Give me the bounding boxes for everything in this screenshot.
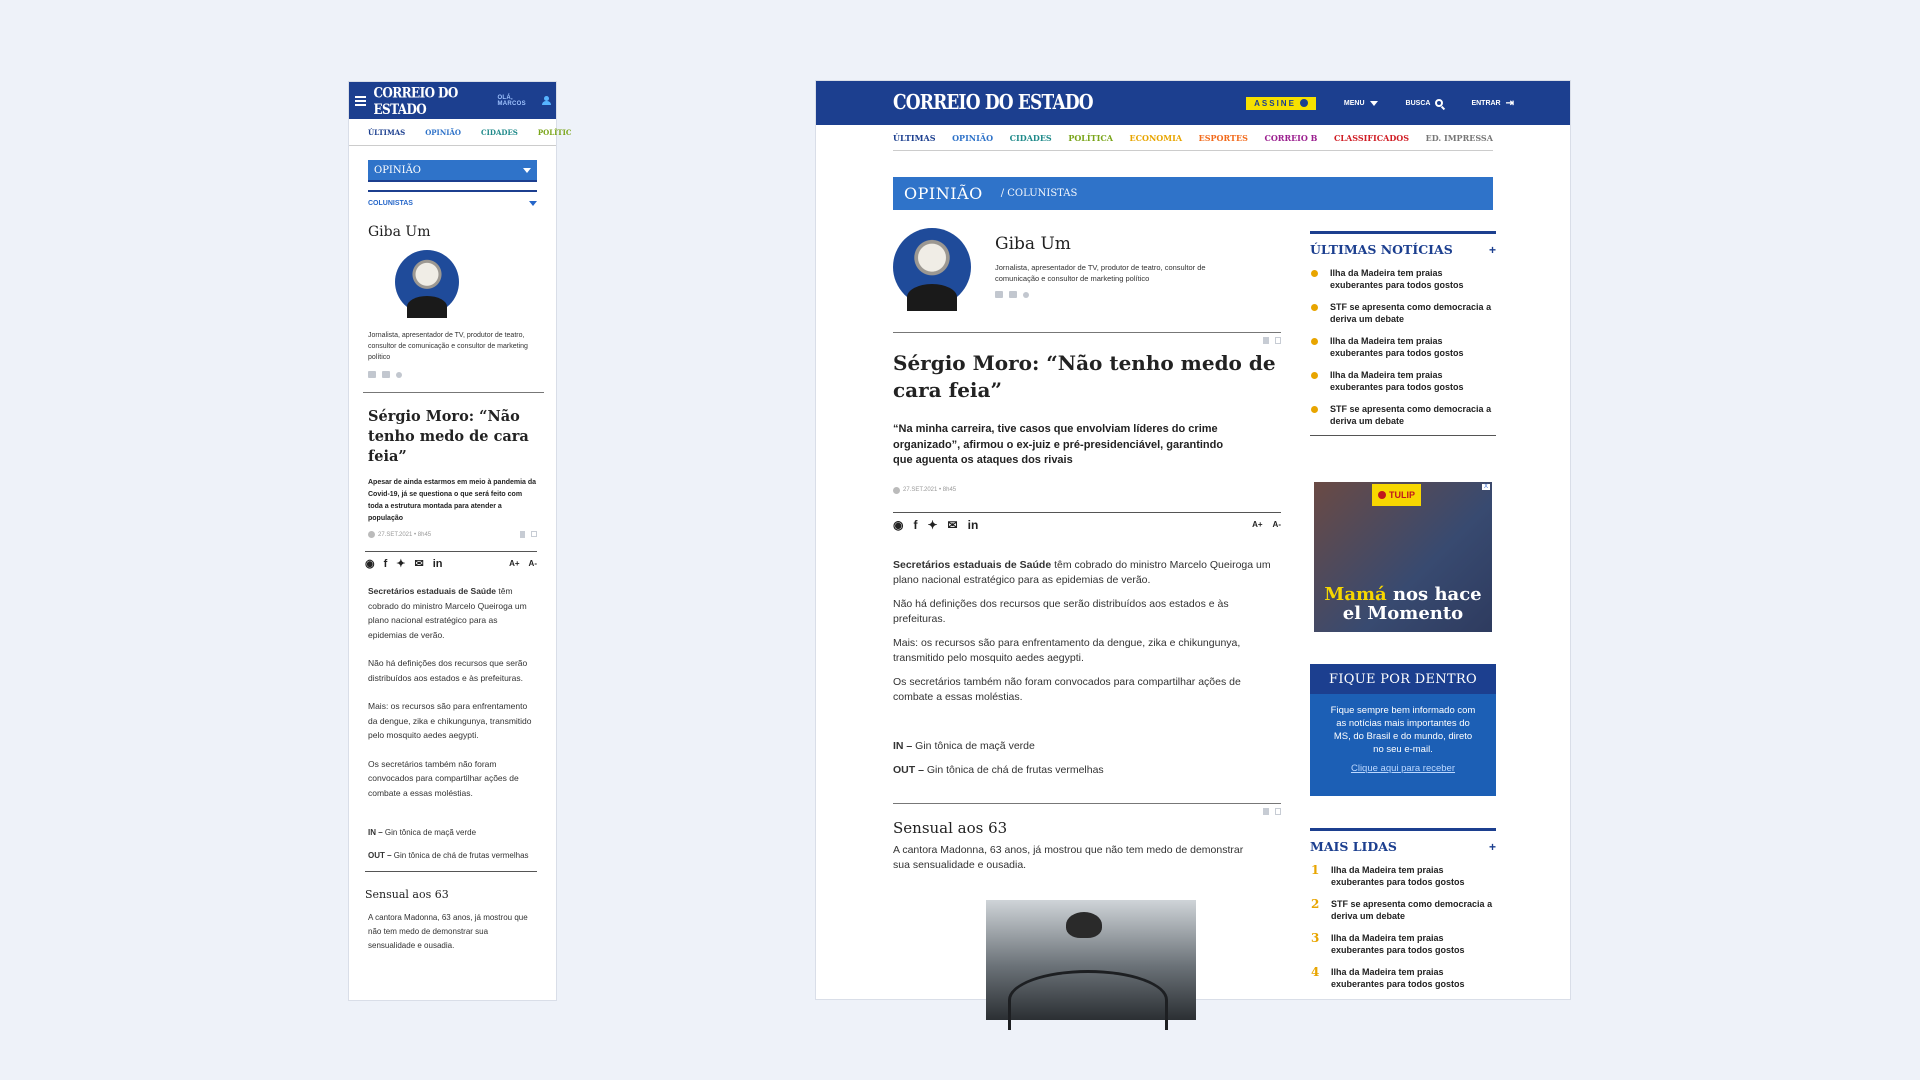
bullet-icon <box>1311 338 1318 345</box>
paragraph-bold: Secretários estaduais de Saúde <box>368 586 497 596</box>
newsletter-title: FIQUE POR DENTRO <box>1310 664 1496 694</box>
nav-item[interactable]: CORREIO B <box>1264 132 1318 143</box>
subsection-select[interactable] <box>368 190 537 208</box>
bookmark-icon[interactable] <box>520 531 525 538</box>
font-size-controls <box>509 559 537 568</box>
email-icon[interactable] <box>368 371 376 378</box>
subsection-title: Sensual aos 63 <box>365 871 537 901</box>
article-date: 27.SET.2021 • 8h45 <box>903 487 957 493</box>
ad-headline-highlight: Mamá <box>1324 584 1387 605</box>
section-title[interactable]: OPINIÃO <box>904 184 983 203</box>
whatsapp-icon[interactable]: ◉ <box>365 558 375 570</box>
nav-item[interactable]: OPINIÃO <box>425 128 462 137</box>
rank-number: 3 <box>1311 931 1320 945</box>
news-link[interactable]: Ilha da Madeira tem praias exuberantes para todos gostos <box>1331 967 1465 989</box>
news-link[interactable]: Ilha da Madeira tem praias exuberantes para todos gostos <box>1330 268 1464 290</box>
login-button[interactable] <box>1471 98 1514 109</box>
article-lede: Apesar de ainda estarmos em meio à pandemia da Covid-19, já se questiona o que será feito com toda a estrutura montada para atender a população <box>368 479 537 522</box>
most-read-title[interactable]: MAIS LIDAS <box>1310 839 1397 854</box>
news-link[interactable]: STF se apresenta como democracia a deriva um debate <box>1330 404 1492 426</box>
bullet-icon <box>1311 406 1318 413</box>
twitter-icon[interactable]: ✦ <box>927 517 938 532</box>
user-greeting[interactable]: OLÁ, MARCOS <box>497 94 526 107</box>
latest-news-title[interactable]: ÚLTIMAS NOTÍCIAS <box>1310 242 1453 257</box>
tulip-logo-icon <box>1378 491 1386 499</box>
out-text: Gin tônica de chá de frutas vermelhas <box>391 850 529 860</box>
mobile-header <box>349 82 556 119</box>
author-contact-icons <box>995 291 1225 298</box>
subsection-select-value: COLUNISTAS <box>368 200 413 207</box>
share-icon[interactable] <box>531 531 537 537</box>
login-label: ENTRAR <box>1471 99 1501 107</box>
nav-item[interactable]: CIDADES <box>1009 132 1052 143</box>
subsection-actions <box>893 808 1281 815</box>
paragraph: Não há definições dos recursos que serão distribuídos aos estados e às prefeituras. <box>893 597 1229 625</box>
sidebar <box>1310 231 1496 998</box>
article-body <box>893 558 1281 706</box>
paragraph <box>368 584 537 642</box>
article-column <box>893 228 1281 1020</box>
font-increase-button[interactable]: A+ <box>509 559 520 568</box>
login-icon: ⇥ <box>1505 97 1514 109</box>
in-label: IN – <box>893 739 913 752</box>
article-date: 27.SET.2021 • 8h45 <box>378 531 432 538</box>
author-card <box>893 228 1281 333</box>
nav-item[interactable]: OPINIÃO <box>952 132 994 143</box>
clock-icon <box>368 531 375 538</box>
list-item[interactable] <box>1310 932 1496 956</box>
user-icon[interactable] <box>542 96 550 105</box>
chevron-down-icon <box>523 168 531 173</box>
bookmark-icon[interactable] <box>1263 808 1269 815</box>
most-read-list <box>1310 864 1496 998</box>
menu-label: MENU <box>1343 99 1365 107</box>
article-actions <box>520 531 537 538</box>
mobile-section-nav <box>349 119 572 146</box>
expand-most-read-button[interactable]: + <box>1488 839 1496 854</box>
newsletter-box <box>1310 664 1496 796</box>
in-text: Gin tônica de maçã verde <box>382 828 477 837</box>
list-item[interactable] <box>1310 403 1496 427</box>
nav-item[interactable]: CIDADES <box>481 128 518 137</box>
advertisement[interactable] <box>1314 482 1492 632</box>
rank-number: 2 <box>1311 897 1320 911</box>
author-avatar <box>893 228 971 306</box>
news-link[interactable]: STF se apresenta como democracia a deriva um debate <box>1331 899 1493 921</box>
assine-button[interactable] <box>1246 97 1316 110</box>
subsection-title: Sensual aos 63 <box>893 818 1008 837</box>
menu-button[interactable] <box>1344 100 1378 107</box>
subsection <box>893 803 1281 874</box>
instagram-icon[interactable] <box>1023 292 1029 298</box>
paragraph: Mais: os recursos são para enfrentamento da dengue, zika e chikungunya, transmitido pelo mosquito aedes aegypti. <box>893 636 1241 664</box>
news-link[interactable]: Ilha da Madeira tem praias exuberantes para todos gostos <box>1330 336 1464 358</box>
article-title: Sérgio Moro: “Não tenho medo de cara feia” <box>368 408 529 465</box>
nav-item[interactable]: POLÍTIC <box>537 128 572 137</box>
author-name: Giba Um <box>368 224 431 240</box>
facebook-icon[interactable]: f <box>383 557 388 570</box>
bookmark-icon[interactable] <box>1263 337 1269 344</box>
out-item <box>893 762 1281 779</box>
paragraph: Mais: os recursos são para enfrentamento da dengue, zika e chikungunya, transmitido pelo mosquito aedes aegypti. <box>368 701 532 740</box>
desktop-preview <box>815 80 1571 1000</box>
list-item[interactable] <box>1310 267 1496 291</box>
twitter-icon[interactable] <box>382 371 390 378</box>
author-name: Giba Um <box>995 234 1071 254</box>
twitter-icon[interactable]: ✦ <box>396 558 406 570</box>
share-bar <box>893 512 1281 532</box>
assine-label: ASSINE <box>1254 98 1296 108</box>
ad-brand <box>1372 484 1421 506</box>
share-icon[interactable] <box>1275 808 1281 815</box>
article-lede: “Na minha carreira, tive casos que envolviam líderes do crime organizado”, afirmou o ex-juiz e pré-presidenciável, garantindo que aguenta os ataques dos rivais <box>893 423 1224 466</box>
in-out-list <box>893 738 1281 779</box>
whatsapp-icon[interactable]: ◉ <box>893 517 904 532</box>
font-increase-button[interactable]: A+ <box>1252 520 1263 529</box>
ad-close-button[interactable]: X <box>1483 484 1488 490</box>
list-item[interactable] <box>1310 369 1496 393</box>
hamburger-menu-icon[interactable] <box>355 96 366 106</box>
font-decrease-button[interactable]: A- <box>528 559 537 568</box>
latest-news-header <box>1310 231 1496 257</box>
news-link[interactable]: Ilha da Madeira tem praias exuberantes para todos gostos <box>1330 370 1464 392</box>
site-logo[interactable]: CORREIO DO ESTADO <box>373 83 458 118</box>
rank-number: 1 <box>1311 863 1320 877</box>
news-link[interactable]: STF se apresenta como democracia a deriva um debate <box>1330 302 1492 324</box>
nav-item[interactable]: ECONOMIA <box>1129 132 1183 143</box>
latest-news-list <box>1310 267 1496 436</box>
paragraph: Os secretários também não foram convocados para compartilhar ações de combate a essas moléstias. <box>368 758 519 798</box>
list-item[interactable] <box>1310 864 1496 888</box>
in-item <box>893 738 1281 755</box>
ad-brand-label: TULIP <box>1389 490 1415 500</box>
chevron-down-icon <box>529 201 537 206</box>
paragraph: Os secretários também não foram convocados para compartilhar ações de combate a essas moléstias. <box>893 675 1241 703</box>
author-bio: Jornalista, apresentador de TV, produtor de teatro, consultor de comunicação e consultor de marketing político <box>995 263 1206 283</box>
font-size-controls <box>1252 520 1281 529</box>
photo-angel-figure <box>1066 912 1102 938</box>
news-link[interactable]: Ilha da Madeira tem praias exuberantes para todos gostos <box>1331 865 1465 887</box>
share-bar <box>365 551 537 570</box>
article-meta <box>368 531 537 538</box>
author-bio: Jornalista, apresentador de TV, produtor de teatro, consultor de comunicação e consultor de marketing político <box>368 332 528 361</box>
nav-item[interactable]: ED. IMPRESSA <box>1425 132 1493 143</box>
mobile-preview <box>348 81 572 1001</box>
section-band <box>893 177 1493 210</box>
expand-latest-button[interactable]: + <box>1488 242 1496 257</box>
linkedin-icon[interactable]: in <box>432 557 443 570</box>
email-icon[interactable] <box>995 291 1003 298</box>
paragraph: Não há definições dos recursos que serão distribuídos aos estados e às prefeituras. <box>368 658 528 683</box>
article-title: Sérgio Moro: “Não tenho medo de cara feia” <box>893 351 1276 402</box>
bullet-icon <box>1311 304 1318 311</box>
ad-headline-part: nos hace <box>1386 584 1482 605</box>
rank-number: 4 <box>1311 965 1320 979</box>
news-link[interactable]: Ilha da Madeira tem praias exuberantes para todos gostos <box>1331 933 1465 955</box>
in-out-list <box>368 826 537 863</box>
paragraph <box>893 558 1281 589</box>
section-select[interactable] <box>368 160 537 182</box>
email-icon[interactable]: ✉ <box>947 517 958 532</box>
font-decrease-button[interactable]: A- <box>1272 520 1281 529</box>
list-item[interactable] <box>1310 335 1496 359</box>
newsletter-text: Fique sempre bem informado com as notícias mais importantes do MS, do Brasil e do mundo, direto no seu e-mail. <box>1330 705 1476 755</box>
in-item <box>368 826 537 841</box>
nav-item[interactable]: CLASSIFICADOS <box>1334 132 1410 143</box>
desktop-section-nav <box>893 125 1493 151</box>
twitter-icon[interactable] <box>1009 291 1017 298</box>
facebook-icon[interactable]: f <box>913 517 918 532</box>
bullet-icon <box>1311 372 1318 379</box>
share-icon[interactable] <box>1275 337 1281 344</box>
subsection-text: A cantora Madonna, 63 anos, já mostrou que não tem medo de demonstrar sua sensualidade e ousadia. <box>893 843 1244 871</box>
in-text: Gin tônica de maçã verde <box>912 739 1035 752</box>
nav-item[interactable]: ESPORTES <box>1198 132 1248 143</box>
divider <box>363 392 544 393</box>
instagram-icon[interactable] <box>396 372 402 378</box>
list-item[interactable] <box>1310 301 1496 325</box>
search-icon <box>1435 99 1443 107</box>
search-button[interactable] <box>1406 99 1444 107</box>
arrow-right-icon <box>1300 99 1308 107</box>
section-select-value: OPINIÃO <box>374 164 421 176</box>
bullet-icon <box>1311 270 1318 277</box>
article-actions <box>893 337 1281 344</box>
out-label: OUT – <box>368 850 392 860</box>
article-photo <box>986 900 1196 1020</box>
desktop-header <box>816 81 1570 125</box>
most-read-header <box>1310 828 1496 854</box>
list-item[interactable] <box>1310 898 1496 922</box>
subsection-text: A cantora Madonna, 63 anos, já mostrou que não tem medo de demonstrar sua sensualidade e ousadia. <box>368 913 528 950</box>
subsection-breadcrumb[interactable]: / COLUNISTAS <box>1000 188 1078 199</box>
list-item[interactable] <box>1310 966 1496 990</box>
ad-headline <box>1314 585 1492 623</box>
nav-item[interactable]: ÚLTIMAS <box>368 128 406 137</box>
nav-item[interactable]: ÚLTIMAS <box>893 132 936 143</box>
clock-icon <box>893 487 900 494</box>
author-contact-icons <box>368 371 556 378</box>
article-body <box>349 584 556 800</box>
ad-headline-line2: el Momento <box>1342 603 1464 624</box>
email-icon[interactable]: ✉ <box>414 558 424 570</box>
paragraph-bold: Secretários estaduais de Saúde <box>893 558 1052 571</box>
paragraph-text: têm cobrado do ministro Marcelo Queiroga um plano nacional estratégico para as epidemias de verão. <box>368 586 527 640</box>
linkedin-icon[interactable]: in <box>967 517 979 532</box>
photo-bed-frame <box>1008 970 1168 1030</box>
site-logo[interactable]: CORREIO DO ESTADO <box>893 91 1093 115</box>
search-label: BUSCA <box>1405 99 1431 107</box>
out-item <box>368 849 537 864</box>
out-label: OUT – <box>893 763 924 776</box>
out-text: Gin tônica de chá de frutas vermelhas <box>923 763 1104 776</box>
in-label: IN – <box>368 828 383 837</box>
chevron-down-icon <box>1370 101 1378 106</box>
nav-item[interactable]: POLÍTICA <box>1068 132 1113 143</box>
paragraph-text: têm cobrado do ministro Marcelo Queiroga um plano nacional estratégico para as epidemias de verão. <box>893 558 1271 586</box>
newsletter-link[interactable]: Clique aqui para receber <box>1350 763 1456 774</box>
author-avatar <box>395 250 459 314</box>
article-meta <box>893 487 1281 494</box>
